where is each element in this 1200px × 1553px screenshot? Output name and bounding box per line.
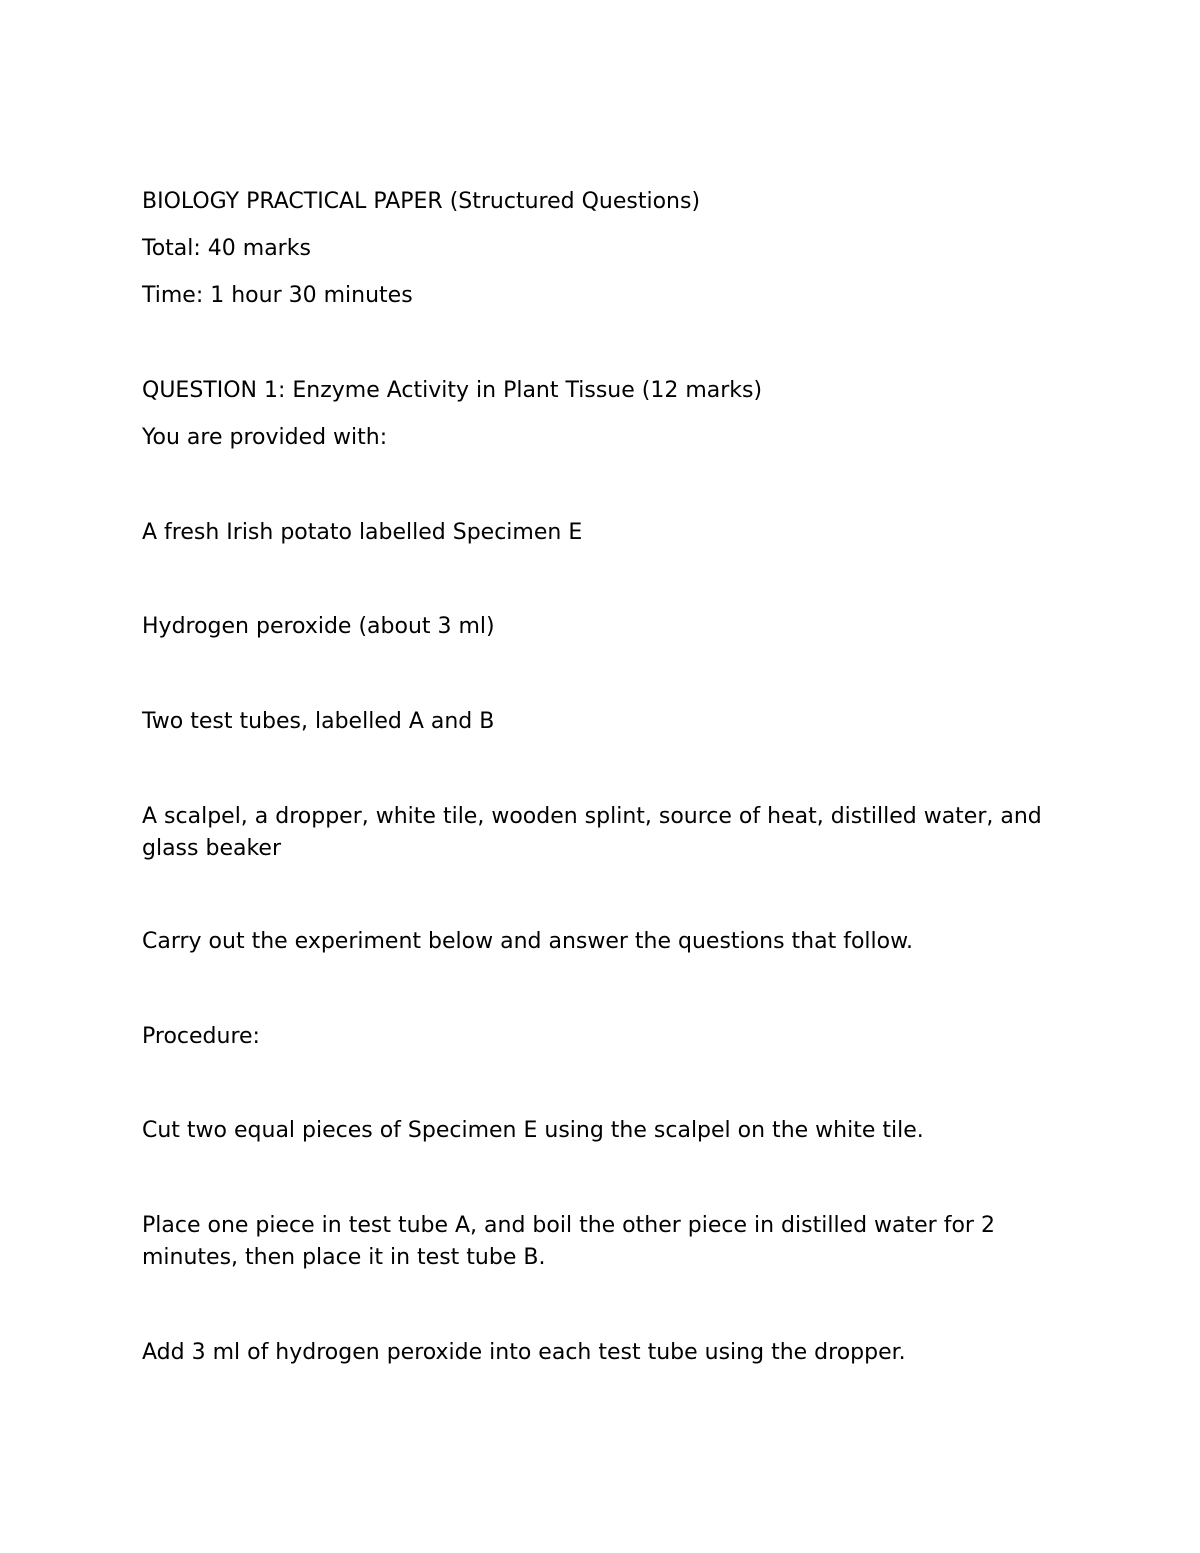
procedure-step: Place one piece in test tube A, and boil the other piece in distilled water for 2 minutes, then place it in test tube B. bbox=[142, 1213, 995, 1270]
time-allowed: Time: 1 hour 30 minutes bbox=[142, 283, 413, 308]
procedure-step: Cut two equal pieces of Specimen E using the scalpel on the white tile. bbox=[142, 1118, 924, 1143]
procedure-step: Add 3 ml of hydrogen peroxide into each test tube using the dropper. bbox=[142, 1340, 906, 1365]
instruction-text: Carry out the experiment below and answer the questions that follow. bbox=[142, 929, 914, 954]
material-item: Hydrogen peroxide (about 3 ml) bbox=[142, 614, 495, 639]
total-marks: Total: 40 marks bbox=[142, 236, 311, 261]
paper-title: BIOLOGY PRACTICAL PAPER (Structured Questions) bbox=[142, 189, 701, 214]
material-item: A fresh Irish potato labelled Specimen E bbox=[142, 520, 583, 545]
material-item: Two test tubes, labelled A and B bbox=[142, 709, 495, 734]
provided-intro: You are provided with: bbox=[142, 425, 388, 450]
question-heading: QUESTION 1: Enzyme Activity in Plant Tissue (12 marks) bbox=[142, 378, 763, 403]
material-item: A scalpel, a dropper, white tile, wooden splint, source of heat, distilled water, and glass beaker bbox=[142, 804, 1042, 861]
procedure-label: Procedure: bbox=[142, 1024, 260, 1049]
